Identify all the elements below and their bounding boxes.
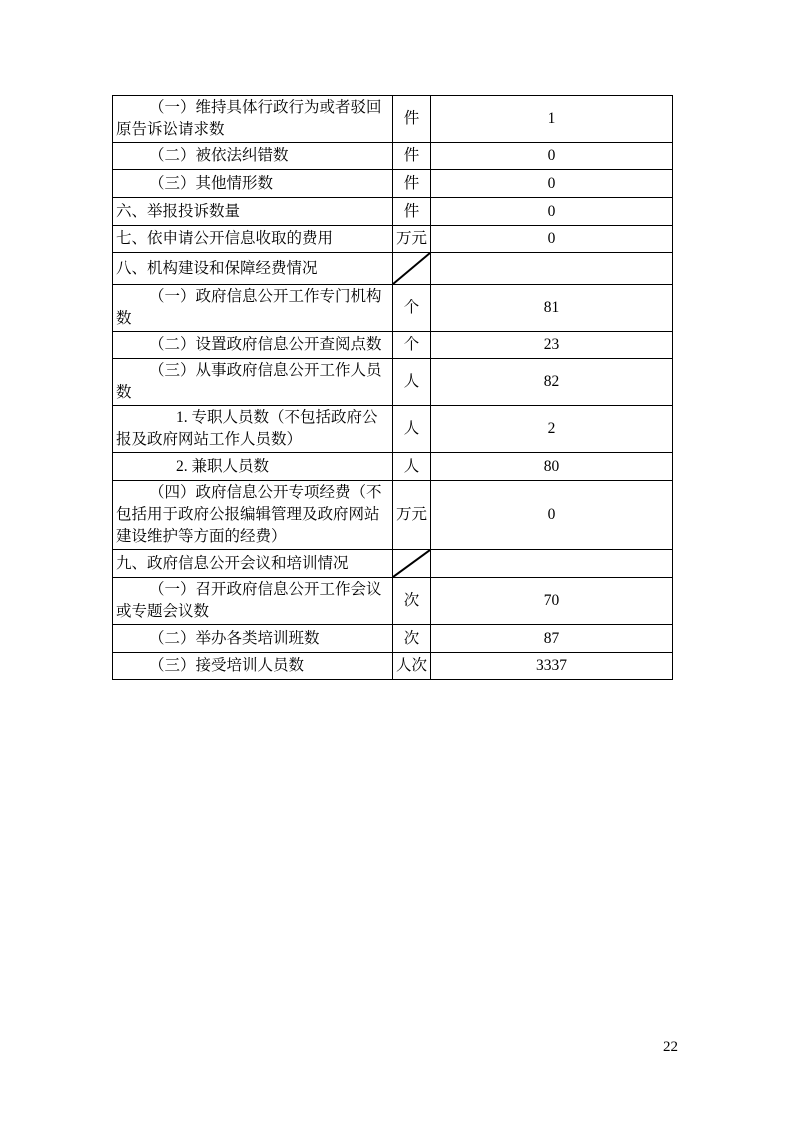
table-row [113,96,673,143]
table-row [113,481,673,550]
unit-cell [393,550,431,578]
diagonal-slash-icon [393,550,430,577]
unit-cell: 个 [393,285,431,332]
value-cell [431,550,673,578]
info-disclosure-table [112,95,673,680]
indicator-cell: 七、依申请公开信息收取的费用 [113,226,393,253]
unit-cell: 万元 [393,481,431,550]
table-row [113,653,673,680]
value-cell: 87 [431,625,673,653]
unit-cell: 件 [393,198,431,226]
value-cell: 3337 [431,653,673,680]
value-cell: 82 [431,359,673,406]
table-row [113,406,673,453]
indicator-cell: （三）接受培训人员数 [113,653,393,680]
value-cell: 81 [431,285,673,332]
indicator-cell: （一）维持具体行政行为或者驳回原告诉讼请求数 [113,96,393,143]
table-row [113,253,673,285]
table-row [113,359,673,406]
value-cell: 80 [431,453,673,481]
table-row [113,143,673,170]
unit-cell: 件 [393,96,431,143]
value-cell: 1 [431,96,673,143]
value-cell: 0 [431,481,673,550]
unit-cell: 人 [393,406,431,453]
value-cell: 23 [431,332,673,359]
unit-cell: 万元 [393,226,431,253]
indicator-cell: 六、举报投诉数量 [113,198,393,226]
value-cell: 0 [431,226,673,253]
table-row [113,198,673,226]
indicator-cell: 九、政府信息公开会议和培训情况 [113,550,393,578]
indicator-cell: （四）政府信息公开专项经费（不包括用于政府公报编辑管理及政府网站建设维护等方面的经费） [113,481,393,550]
value-cell [431,253,673,285]
unit-cell: 人 [393,359,431,406]
indicator-cell: 1. 专职人员数（不包括政府公报及政府网站工作人员数） [113,406,393,453]
value-cell: 70 [431,578,673,625]
value-cell: 0 [431,170,673,198]
table-row [113,226,673,253]
value-cell: 2 [431,406,673,453]
value-cell: 0 [431,198,673,226]
indicator-cell: （二）举办各类培训班数 [113,625,393,653]
indicator-cell: （一）政府信息公开工作专门机构数 [113,285,393,332]
table-row [113,550,673,578]
table-body [113,96,673,680]
page-number: 22 [663,1039,678,1055]
table-row [113,285,673,332]
table-row [113,170,673,198]
indicator-cell: 八、机构建设和保障经费情况 [113,253,393,285]
indicator-cell: （二）设置政府信息公开查阅点数 [113,332,393,359]
value-cell: 0 [431,143,673,170]
diagonal-slash-icon [393,253,430,284]
indicator-cell: （三）其他情形数 [113,170,393,198]
unit-cell: 人次 [393,653,431,680]
unit-cell: 个 [393,332,431,359]
unit-cell [393,253,431,285]
unit-cell: 次 [393,625,431,653]
unit-cell: 次 [393,578,431,625]
indicator-cell: 2. 兼职人员数 [113,453,393,481]
unit-cell: 件 [393,143,431,170]
indicator-cell: （三）从事政府信息公开工作人员数 [113,359,393,406]
indicator-cell: （一）召开政府信息公开工作会议或专题会议数 [113,578,393,625]
unit-cell: 件 [393,170,431,198]
table-row [113,578,673,625]
table-row [113,625,673,653]
indicator-cell: （二）被依法纠错数 [113,143,393,170]
table-row [113,332,673,359]
unit-cell: 人 [393,453,431,481]
table-row [113,453,673,481]
